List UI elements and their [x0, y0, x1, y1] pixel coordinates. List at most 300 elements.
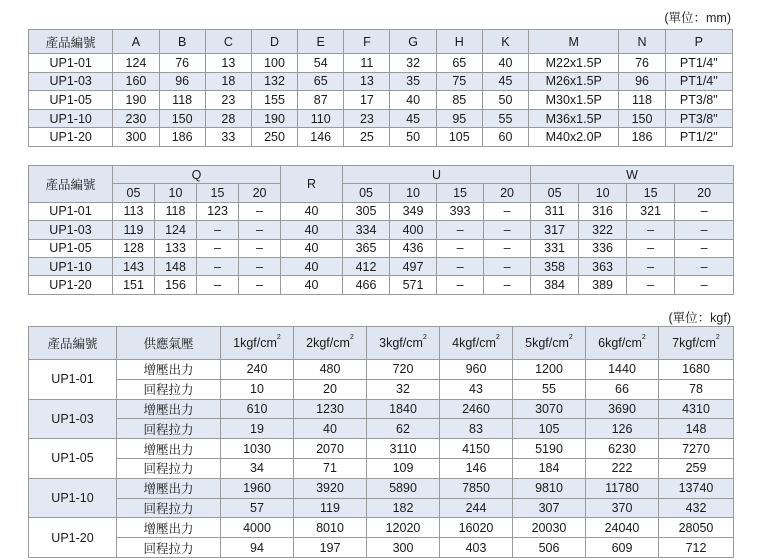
pull-force-cell: 506	[513, 538, 586, 558]
dimension-cell: 32	[390, 54, 436, 73]
dimension-cell: 13	[344, 72, 390, 91]
force-model-header: 產品編號	[29, 327, 117, 360]
stroke-cell: –	[239, 202, 281, 220]
stroke-cell: 400	[390, 221, 437, 239]
push-force-cell: 6230	[586, 439, 659, 459]
r-header: R	[281, 166, 343, 203]
push-force-cell: 8010	[294, 518, 367, 538]
stroke-cell: 393	[437, 202, 484, 220]
push-label: 增壓出力	[117, 399, 221, 419]
q-header: Q	[113, 166, 281, 184]
stroke-cell: –	[197, 221, 239, 239]
dimension-cell: M40x2.0P	[529, 128, 619, 147]
pull-label: 回程拉力	[117, 538, 221, 558]
stroke-cell: –	[675, 239, 734, 257]
stroke-subheader: 20	[675, 184, 734, 202]
table-row	[29, 239, 734, 257]
dimension-cell: PT3/8"	[665, 109, 732, 128]
stroke-subheader-row	[29, 184, 734, 202]
stroke-subheader: 10	[579, 184, 627, 202]
stroke-cell: –	[197, 239, 239, 257]
pressure-unit-exponent: 2	[641, 334, 646, 341]
pressure-unit: kgf/cm	[532, 336, 569, 350]
pull-force-cell: 184	[513, 458, 586, 478]
pull-force-cell: 62	[367, 419, 440, 439]
push-force-cell: 2460	[440, 399, 513, 419]
stroke-cell: 305	[343, 202, 390, 220]
pressure-column-header	[294, 327, 367, 360]
pressure-unit-exponent: 2	[568, 334, 573, 341]
model-cell: UP1-03	[29, 72, 113, 91]
dimension-cell: 65	[298, 72, 344, 91]
pull-label: 回程拉力	[117, 419, 221, 439]
u-header: U	[343, 166, 531, 184]
pressure-unit: kgf/cm	[313, 336, 350, 350]
pull-force-cell: 55	[513, 379, 586, 399]
model-cell: UP1-05	[29, 239, 113, 257]
table-row	[29, 202, 734, 220]
pressure-unit-exponent: 2	[715, 334, 720, 341]
model-cell: UP1-10	[29, 257, 113, 275]
pull-force-cell: 19	[221, 419, 294, 439]
model-cell: UP1-01	[29, 202, 113, 220]
dimension-cell: 186	[159, 128, 205, 147]
pull-label: 回程拉力	[117, 458, 221, 478]
pressure-value: 6	[598, 336, 606, 350]
model-cell: UP1-20	[29, 276, 113, 294]
stroke-cell: 123	[197, 202, 239, 220]
pressure-column-header	[513, 327, 586, 360]
dimension-cell: 50	[482, 91, 528, 110]
dimension-cell: 105	[436, 128, 482, 147]
stroke-cell: –	[239, 276, 281, 294]
push-force-cell: 1440	[586, 360, 659, 380]
pull-force-cell: 432	[659, 498, 734, 518]
stroke-cell: 133	[155, 239, 197, 257]
pull-force-cell: 403	[440, 538, 513, 558]
push-force-cell: 16020	[440, 518, 513, 538]
dimension-cell: 190	[113, 91, 159, 110]
stroke-subheader: 20	[239, 184, 281, 202]
stroke-cell: –	[197, 276, 239, 294]
stroke-cell: 389	[579, 276, 627, 294]
dimension-header-a: A	[113, 30, 159, 54]
force-row-pull	[29, 498, 734, 518]
pull-force-cell: 66	[586, 379, 659, 399]
dimension-cell: 23	[344, 109, 390, 128]
dimension-cell: M30x1.5P	[529, 91, 619, 110]
stroke-cell: 128	[113, 239, 155, 257]
dimension-header-row	[29, 30, 733, 54]
stroke-cell: –	[437, 276, 484, 294]
stroke-subheader: 20	[484, 184, 531, 202]
stroke-model-header: 產品編號	[29, 166, 113, 203]
pressure-value: 7	[672, 336, 680, 350]
table-row	[29, 91, 733, 110]
pressure-unit-exponent: 2	[276, 334, 281, 341]
push-force-cell: 1200	[513, 360, 586, 380]
pull-force-cell: 197	[294, 538, 367, 558]
stroke-cell: –	[627, 221, 675, 239]
table-row	[29, 109, 733, 128]
pressure-column-header	[586, 327, 659, 360]
stroke-cell: 316	[579, 202, 627, 220]
pull-force-cell: 94	[221, 538, 294, 558]
dimension-header-p: P	[665, 30, 732, 54]
model-cell: UP1-05	[29, 91, 113, 110]
unit-mm-label: (單位：mm)	[664, 11, 731, 25]
pull-force-cell: 34	[221, 458, 294, 478]
dimension-cell: 186	[619, 128, 665, 147]
stroke-cell: –	[239, 257, 281, 275]
push-force-cell: 4310	[659, 399, 734, 419]
stroke-cell: –	[239, 239, 281, 257]
pull-force-cell: 57	[221, 498, 294, 518]
stroke-cell: 436	[390, 239, 437, 257]
stroke-cell: 365	[343, 239, 390, 257]
dimension-cell: 18	[205, 72, 251, 91]
dimension-cell: 100	[251, 54, 297, 73]
dimension-cell: M36x1.5P	[529, 109, 619, 128]
force-row-push	[29, 478, 734, 498]
dimension-cell: 35	[390, 72, 436, 91]
pull-force-cell: 222	[586, 458, 659, 478]
push-force-cell: 3920	[294, 478, 367, 498]
dimension-table	[28, 29, 733, 147]
dimension-cell: 146	[298, 128, 344, 147]
push-force-cell: 12020	[367, 518, 440, 538]
dimension-cell: PT1/2"	[665, 128, 732, 147]
model-cell: UP1-03	[29, 221, 113, 239]
dimension-cell: 40	[390, 91, 436, 110]
stroke-cell: 40	[281, 202, 343, 220]
dimension-cell: 75	[436, 72, 482, 91]
dimension-cell: 230	[113, 109, 159, 128]
dimension-cell: 110	[298, 109, 344, 128]
stroke-table	[28, 165, 734, 295]
dimension-cell: 150	[619, 109, 665, 128]
stroke-cell: –	[197, 257, 239, 275]
stroke-cell: 336	[579, 239, 627, 257]
push-force-cell: 5190	[513, 439, 586, 459]
stroke-cell: –	[437, 239, 484, 257]
push-force-cell: 11780	[586, 478, 659, 498]
push-force-cell: 28050	[659, 518, 734, 538]
dimension-cell: 250	[251, 128, 297, 147]
push-force-cell: 1030	[221, 439, 294, 459]
push-label: 增壓出力	[117, 360, 221, 380]
dimension-cell: 60	[482, 128, 528, 147]
stroke-cell: 384	[531, 276, 579, 294]
model-cell: UP1-01	[29, 360, 117, 400]
force-row-pull	[29, 458, 734, 478]
stroke-subheader: 15	[197, 184, 239, 202]
table-row	[29, 257, 734, 275]
force-row-push	[29, 399, 734, 419]
stroke-cell: 331	[531, 239, 579, 257]
stroke-cell: 571	[390, 276, 437, 294]
pressure-header: 供應氣壓	[117, 327, 221, 360]
pull-force-cell: 307	[513, 498, 586, 518]
force-row-pull	[29, 538, 734, 558]
pull-force-cell: 40	[294, 419, 367, 439]
pressure-column-header	[221, 327, 294, 360]
dimension-cell: 118	[619, 91, 665, 110]
pull-force-cell: 32	[367, 379, 440, 399]
pressure-unit: kgf/cm	[679, 336, 716, 350]
push-force-cell: 240	[221, 360, 294, 380]
push-force-cell: 4150	[440, 439, 513, 459]
pull-force-cell: 609	[586, 538, 659, 558]
dimension-cell: 50	[390, 128, 436, 147]
dimension-cell: 118	[159, 91, 205, 110]
dimension-cell: 300	[113, 128, 159, 147]
push-force-cell: 7850	[440, 478, 513, 498]
pull-force-cell: 20	[294, 379, 367, 399]
dimension-cell: 13	[205, 54, 251, 73]
push-label: 增壓出力	[117, 439, 221, 459]
dimension-header-h: H	[436, 30, 482, 54]
unit-kgf-label: (單位：kgf)	[668, 311, 731, 325]
stroke-subheader: 05	[531, 184, 579, 202]
stroke-cell: –	[627, 257, 675, 275]
dimension-header-d: D	[251, 30, 297, 54]
push-force-cell: 1960	[221, 478, 294, 498]
stroke-cell: 40	[281, 221, 343, 239]
dimension-header-m: M	[529, 30, 619, 54]
model-cell: UP1-20	[29, 518, 117, 558]
dimension-cell: 76	[619, 54, 665, 73]
dimension-cell: 54	[298, 54, 344, 73]
dimension-cell: 124	[113, 54, 159, 73]
dimension-cell: PT3/8"	[665, 91, 732, 110]
pull-force-cell: 43	[440, 379, 513, 399]
push-force-cell: 9810	[513, 478, 586, 498]
push-force-cell: 20030	[513, 518, 586, 538]
model-cell: UP1-10	[29, 478, 117, 518]
stroke-cell: 119	[113, 221, 155, 239]
stroke-cell: 40	[281, 276, 343, 294]
stroke-cell: 143	[113, 257, 155, 275]
pressure-unit-exponent: 2	[422, 334, 427, 341]
dimension-header-e: E	[298, 30, 344, 54]
pressure-unit-exponent: 2	[495, 334, 500, 341]
force-row-pull	[29, 419, 734, 439]
pressure-unit: kgf/cm	[459, 336, 496, 350]
dimension-cell: M26x1.5P	[529, 72, 619, 91]
pull-force-cell: 109	[367, 458, 440, 478]
push-force-cell: 1230	[294, 399, 367, 419]
dimension-cell: 160	[113, 72, 159, 91]
stroke-subheader: 10	[155, 184, 197, 202]
dimension-cell: 45	[482, 72, 528, 91]
stroke-cell: 148	[155, 257, 197, 275]
dimension-cell: 190	[251, 109, 297, 128]
dimension-header-f: F	[344, 30, 390, 54]
pull-force-cell: 300	[367, 538, 440, 558]
dimension-cell: PT1/4"	[665, 54, 732, 73]
stroke-cell: –	[484, 257, 531, 275]
pressure-column-header	[367, 327, 440, 360]
table-row	[29, 72, 733, 91]
stroke-subheader: 10	[390, 184, 437, 202]
stroke-cell: –	[484, 239, 531, 257]
stroke-cell: –	[627, 239, 675, 257]
dimension-cell: 85	[436, 91, 482, 110]
pull-force-cell: 148	[659, 419, 734, 439]
push-force-cell: 7270	[659, 439, 734, 459]
pull-label: 回程拉力	[117, 379, 221, 399]
stroke-cell: 321	[627, 202, 675, 220]
push-force-cell: 1680	[659, 360, 734, 380]
dimension-cell: 45	[390, 109, 436, 128]
stroke-cell: 151	[113, 276, 155, 294]
dimension-cell: 87	[298, 91, 344, 110]
dimension-header-c: C	[205, 30, 251, 54]
dimension-cell: 150	[159, 109, 205, 128]
pull-force-cell: 71	[294, 458, 367, 478]
pressure-unit: kgf/cm	[605, 336, 642, 350]
push-force-cell: 2070	[294, 439, 367, 459]
dimension-cell: 11	[344, 54, 390, 73]
w-header: W	[531, 166, 734, 184]
force-table	[28, 326, 734, 558]
pressure-value: 3	[379, 336, 387, 350]
stroke-cell: –	[675, 221, 734, 239]
pressure-unit-exponent: 2	[349, 334, 354, 341]
push-force-cell: 480	[294, 360, 367, 380]
stroke-cell: 40	[281, 257, 343, 275]
model-cell: UP1-03	[29, 399, 117, 439]
stroke-cell: 466	[343, 276, 390, 294]
stroke-cell: –	[437, 257, 484, 275]
stroke-subheader: 15	[437, 184, 484, 202]
push-force-cell: 1840	[367, 399, 440, 419]
stroke-cell: 334	[343, 221, 390, 239]
push-force-cell: 4000	[221, 518, 294, 538]
push-force-cell: 5890	[367, 478, 440, 498]
push-label: 增壓出力	[117, 478, 221, 498]
dimension-header-k: K	[482, 30, 528, 54]
pull-force-cell: 244	[440, 498, 513, 518]
push-force-cell: 610	[221, 399, 294, 419]
dimension-cell: 76	[159, 54, 205, 73]
pull-force-cell: 146	[440, 458, 513, 478]
stroke-cell: 349	[390, 202, 437, 220]
force-row-push	[29, 439, 734, 459]
stroke-cell: –	[675, 202, 734, 220]
model-cell: UP1-05	[29, 439, 117, 479]
pull-force-cell: 126	[586, 419, 659, 439]
dimension-model-header: 產品編號	[29, 30, 113, 54]
model-cell: UP1-01	[29, 54, 113, 73]
model-cell: UP1-10	[29, 109, 113, 128]
pressure-value: 5	[525, 336, 533, 350]
table-row	[29, 276, 734, 294]
dimension-header-b: B	[159, 30, 205, 54]
stroke-cell: –	[675, 276, 734, 294]
dimension-cell: 95	[436, 109, 482, 128]
pressure-column-header	[659, 327, 734, 360]
push-force-cell: 3690	[586, 399, 659, 419]
dimension-cell: 65	[436, 54, 482, 73]
push-label: 增壓出力	[117, 518, 221, 538]
stroke-cell: 322	[579, 221, 627, 239]
pressure-value: 2	[306, 336, 314, 350]
pull-force-cell: 712	[659, 538, 734, 558]
push-force-cell: 24040	[586, 518, 659, 538]
stroke-cell: 118	[155, 202, 197, 220]
stroke-cell: 363	[579, 257, 627, 275]
pressure-unit: kgf/cm	[386, 336, 423, 350]
stroke-subheader: 15	[627, 184, 675, 202]
dimension-cell: 96	[619, 72, 665, 91]
force-row-push	[29, 360, 734, 380]
stroke-cell: –	[627, 276, 675, 294]
table-row	[29, 221, 734, 239]
pull-force-cell: 370	[586, 498, 659, 518]
stroke-cell: –	[484, 276, 531, 294]
dimension-cell: 40	[482, 54, 528, 73]
stroke-cell: –	[437, 221, 484, 239]
stroke-cell: –	[484, 202, 531, 220]
dimension-cell: 25	[344, 128, 390, 147]
dimension-cell: 155	[251, 91, 297, 110]
pull-force-cell: 83	[440, 419, 513, 439]
dimension-cell: 23	[205, 91, 251, 110]
dimension-header-g: G	[390, 30, 436, 54]
dimension-cell: M22x1.5P	[529, 54, 619, 73]
stroke-cell: 124	[155, 221, 197, 239]
dimension-cell: 33	[205, 128, 251, 147]
force-row-push	[29, 518, 734, 538]
pull-force-cell: 119	[294, 498, 367, 518]
stroke-cell: 412	[343, 257, 390, 275]
model-cell: UP1-20	[29, 128, 113, 147]
stroke-cell: 317	[531, 221, 579, 239]
pressure-column-header	[440, 327, 513, 360]
dimension-cell: 55	[482, 109, 528, 128]
stroke-cell: –	[675, 257, 734, 275]
stroke-cell: 113	[113, 202, 155, 220]
dimension-cell: 28	[205, 109, 251, 128]
pull-force-cell: 182	[367, 498, 440, 518]
table-row	[29, 54, 733, 73]
dimension-cell: 132	[251, 72, 297, 91]
pressure-value: 1	[233, 336, 241, 350]
stroke-subheader: 05	[113, 184, 155, 202]
stroke-subheader: 05	[343, 184, 390, 202]
pull-label: 回程拉力	[117, 498, 221, 518]
force-row-pull	[29, 379, 734, 399]
push-force-cell: 720	[367, 360, 440, 380]
push-force-cell: 3110	[367, 439, 440, 459]
pull-force-cell: 105	[513, 419, 586, 439]
pull-force-cell: 10	[221, 379, 294, 399]
stroke-cell: –	[484, 221, 531, 239]
stroke-cell: 311	[531, 202, 579, 220]
stroke-cell: –	[239, 221, 281, 239]
push-force-cell: 3070	[513, 399, 586, 419]
push-force-cell: 13740	[659, 478, 734, 498]
pull-force-cell: 259	[659, 458, 734, 478]
table-row	[29, 128, 733, 147]
push-force-cell: 960	[440, 360, 513, 380]
stroke-cell: 497	[390, 257, 437, 275]
pressure-value: 4	[452, 336, 460, 350]
dimension-cell: 17	[344, 91, 390, 110]
dimension-cell: PT1/4"	[665, 72, 732, 91]
